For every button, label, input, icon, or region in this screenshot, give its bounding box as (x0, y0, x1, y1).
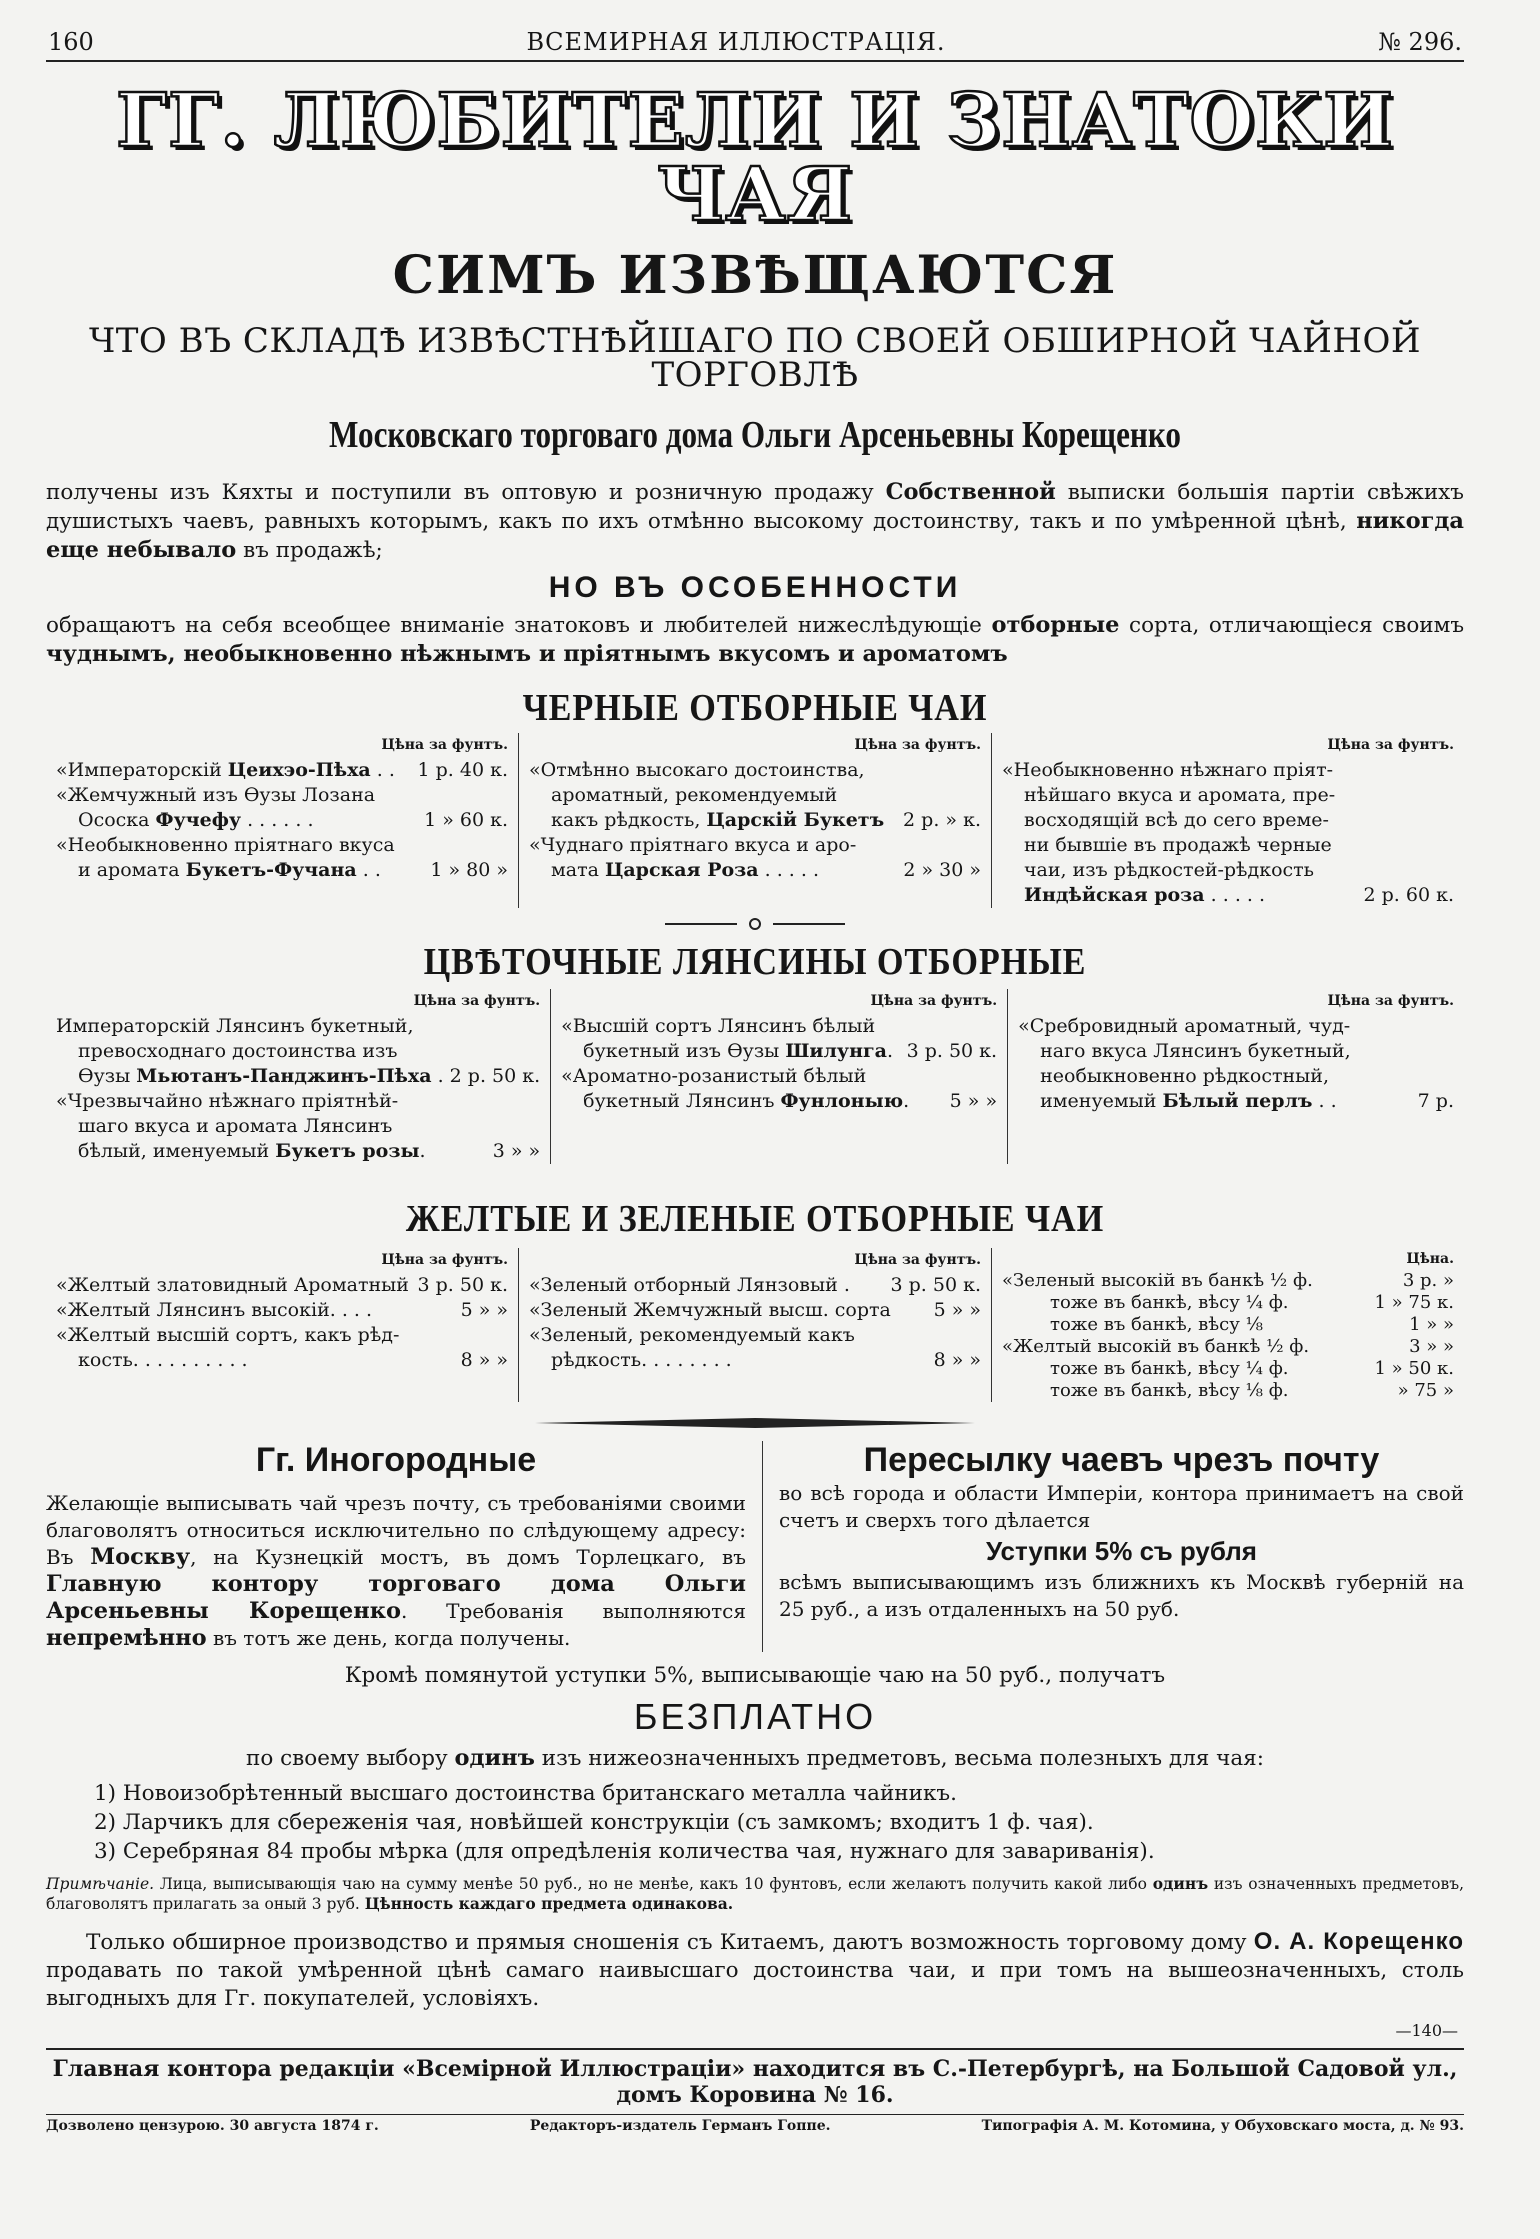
editorial-office-line: Главная контора редакціи «Всемірной Иллюстраціи» находится въ С.-Петербургѣ, на Большой Садовой ул., домъ Коровина № 16. (46, 2048, 1464, 2108)
list-item: «Желтый высокій въ банкѣ ½ ф. 3 » » (1002, 1336, 1454, 1357)
firm-name: Московскаго торговаго дома Ольги Арсеньевны Корещенко (328, 414, 1181, 456)
extra-offer: Кромѣ помянутой уступки 5%, выписывающіе чаю на 50 руб., получатъ (344, 1663, 1166, 1688)
list-item: 2) Ларчикъ для сбереженія чая, новѣйшей конструкціи (съ замкомъ; входитъ 1 ф. чая). (94, 1810, 1094, 1835)
list-item: рѣдкость. . . . . . . . 8 » » (551, 1349, 981, 1371)
price-column: Цѣна за фунтъ. «Сребровидный ароматный, чуд- наго вкуса Лянсинъ букетный, необыкновенно рѣдкостный, именуемый Бѣлый перлъ . . 7 р. (1007, 989, 1464, 1164)
list-item: 1) Новоизобрѣтенный высшаго достоинства британскаго металла чайникъ. (94, 1781, 957, 1806)
two-column-notices (46, 1441, 1464, 1652)
section-yellow-green-title: ЖЕЛТЫЕ И ЗЕЛЕНЫЕ ОТБОРНЫЕ ЧАИ (405, 1198, 1105, 1240)
list-item: «Императорскій Цеихэо-Пѣха . . 1 р. 40 к. (56, 759, 508, 781)
gift-list (46, 1779, 1464, 1866)
list-item: именуемый Бѣлый перлъ . . 7 р. (1040, 1090, 1455, 1112)
postal-delivery-title: Пересылку чаевъ чрезъ почту (863, 1441, 1380, 1479)
list-item: тоже въ банкѣ, вѣсу ⅛ 1 » » (1050, 1314, 1454, 1335)
ornament-divider (46, 1414, 1464, 1433)
list-item: тоже въ банкѣ, вѣсу ¼ ф. 1 » 50 к. (1050, 1358, 1454, 1379)
price-column: Цѣна за фунтъ. «Необыкновенно нѣжнаго пріят- нѣйшаго вкуса и аромата, пре- восходящій всѣ до сего време- ни бывшіе въ продажѣ черные чаи, изъ рѣдкостей-рѣдкость Индѣйская роза . . . . . 2 р. 60 к. (991, 733, 1464, 908)
footnote: Примѣчаніе. Лица, выписывающія чаю на сумму менѣе 50 руб., но не менѣе, какъ 10 фунтовъ, если желаютъ получить какой либо одинъ изъ означенныхъ предметовъ, благоволятъ прилагать за оный 3 руб. Цѣнность каждаго предмета одинакова. (46, 1874, 1464, 1913)
list-item: бѣлый, именуемый Букетъ розы. 3 » » (78, 1140, 541, 1162)
running-header (46, 28, 1464, 62)
ad-headline: ГГ. ЛЮБИТЕЛИ И ЗНАТОКИ ЧАЯ (115, 78, 1395, 238)
printer-note: Типографія А. М. Котомина, у Обуховскаго моста, д. № 93. (981, 2118, 1464, 2134)
list-item: тоже въ банкѣ, вѣсу ¼ ф. 1 » 75 к. (1050, 1292, 1454, 1313)
second-paragraph: обращаютъ на себя всеобщее вниманіе знатоковъ и любителей нижеслѣдующіе отборные сорта, отличающіеся своимъ чуднымъ, необыкновенно нѣжнымъ и пріятнымъ вкусомъ и ароматомъ (46, 612, 1464, 667)
discount-heading: Уступки 5% съ рубля (986, 1536, 1257, 1566)
lyansin-table (46, 989, 1464, 1164)
price-column: Цѣна за фунтъ. «Желтый златовидный Ароматный 3 р. 50 к. «Желтый Лянсинъ высокій. . . . 5 » » «Желтый высшій сортъ, какъ рѣд- кость. . . . . . . . . . 8 » » (56, 1252, 508, 1371)
price-column: Цѣна. «Зеленый высокій въ банкѣ ½ ф. 3 р. » тоже въ банкѣ, вѣсу ¼ ф. 1 » 75 к. тоже въ банкѣ, вѣсу ⅛ 1 » » «Желтый высокій въ банкѣ ½ ф. 3 » » тоже въ банкѣ, вѣсу ¼ ф. 1 » 50 к. тоже въ банкѣ, вѣсу ⅛ ф. » 75 » (991, 1248, 1464, 1402)
list-item: «Зеленый Жемчужный высш. сорта 5 » » (529, 1299, 981, 1321)
list-item: букетный изъ Ѳузы Шилунга. 3 р. 50 к. (583, 1040, 998, 1062)
ad-subheadline: СИМЪ ИЗВѢЩАЮТСЯ (392, 245, 1118, 306)
list-item: Ососка Фучефу . . . . . . 1 » 60 к. (78, 809, 508, 831)
list-item: «Желтый златовидный Ароматный 3 р. 50 к. (56, 1274, 508, 1296)
list-item: тоже въ банкѣ, вѣсу ⅛ ф. » 75 » (1050, 1380, 1454, 1401)
ornament-divider (46, 916, 1464, 935)
list-item: 3) Серебряная 84 пробы мѣрка (для опредѣленія количества чая, нужнаго для завариванія). (94, 1839, 1155, 1864)
choice-line: по своему выбору одинъ изъ нижеозначенныхъ предметовъ, весьма полезныхъ для чая: (246, 1745, 1264, 1771)
list-item: «Желтый Лянсинъ высокій. . . . 5 » » (56, 1299, 508, 1321)
censor-note: Дозволено цензурою. 30 августа 1874 г. (46, 2118, 379, 2134)
special-heading: НО ВЪ ОСОБЕННОСТИ (548, 571, 962, 604)
price-column: Цѣна за фунтъ. «Высшій сортъ Лянсинъ бѣлый букетный изъ Ѳузы Шилунга. 3 р. 50 к. «Ароматно-розанистый бѣлый букетный Лянсинъ Фунлоныю. 5 » » (550, 989, 1007, 1164)
price-column: Цѣна за фунтъ. «Отмѣнно высокаго достоинства, ароматный, рекомендуемый какъ рѣдкость, Царскій Букетъ 2 р. » к. «Чуднаго пріятнаго вкуса и аро- мата Царская Роза . . . . . 2 » 30 » (518, 733, 991, 908)
journal-title: ВСЕМИРНАЯ ИЛЛЮСТРАЦІЯ. (526, 28, 946, 56)
issue-number: № 296. (1378, 28, 1462, 56)
ad-line3: ЧТО ВЪ СКЛАДѢ ИЗВѢСТНѢЙШАГО ПО СВОЕЙ ОБШИРНОЙ ЧАЙНОЙ ТОРГОВЛѢ (88, 321, 1422, 395)
free-heading: БЕЗПЛАТНО (633, 1696, 877, 1737)
out-of-town-notice: Гг. Иногородные Желающіе выписывать чай чрезъ почту, съ требованіями своими благоволятъ относиться исключительно по слѣдующему адресу: Въ Москву, на Кузнецкій мостъ, въ домъ Торлецкаго, въ Главную контору торговаго дома Ольги Арсеньевны Корещенко. Требованія выполняются непремѣнно въ тотъ же день, когда получены. (46, 1441, 763, 1652)
out-of-town-title: Гг. Иногородные (255, 1441, 537, 1479)
price-column: Цѣна за фунтъ. «Императорскій Цеихэо-Пѣха . . 1 р. 40 к. «Жемчужный изъ Ѳузы Лозана Ососка Фучефу . . . . . . 1 » 60 к. «Необыкновенно пріятнаго вкуса и аромата Букетъ-Фучана . . 1 » 80 » (56, 737, 508, 881)
price-column: Цѣна за фунтъ. «Зеленый отборный Лянзовый . 3 р. 50 к. «Зеленый Жемчужный высш. сорта 5 » » «Зеленый, рекомендуемый какъ рѣдкость. . . . . . . . 8 » » (518, 1248, 991, 1402)
publisher-note: Редакторъ-издатель Германъ Гоппе. (529, 2118, 831, 2134)
list-item: букетный Лянсинъ Фунлоныю. 5 » » (583, 1090, 998, 1112)
price-column: Цѣна за фунтъ. Императорскій Лянсинъ букетный, превосходнаго достоинства изъ Ѳузы Мьютанъ-Панджинъ-Пѣха . 2 р. 50 к. «Чрезвычайно нѣжнаго пріятнѣй- шаго вкуса и аромата Лянсинъ бѣлый, именуемый Букетъ розы. 3 » » (56, 993, 541, 1162)
list-item: какъ рѣдкость, Царскій Букетъ 2 р. » к. (551, 809, 981, 831)
closing-paragraph: Только обширное производство и прямыя сношенія съ Китаемъ, даютъ возможность торговому дому О. А. Корещенко продавать по такой умѣренной цѣнѣ самаго наивысшаго достоинства чаи, и при томъ на вышеозначенныхъ, столь выгодныхъ для Гг. покупателей, условіяхъ. (46, 1928, 1465, 2011)
list-item: Ѳузы Мьютанъ-Панджинъ-Пѣха . 2 р. 50 к. (78, 1065, 541, 1087)
list-item: и аромата Букетъ-Фучана . . 1 » 80 » (78, 859, 508, 881)
list-item: мата Царская Роза . . . . . 2 » 30 » (551, 859, 981, 881)
list-item: «Зеленый отборный Лянзовый . 3 р. 50 к. (529, 1274, 981, 1296)
list-item: «Зеленый высокій въ банкѣ ½ ф. 3 р. » (1002, 1270, 1454, 1291)
intro-paragraph: получены изъ Кяхты и поступили въ оптовую и розничную продажу Собственной выписки большія партіи свѣжихъ душистыхъ чаевъ, равныхъ которымъ, какъ по ихъ отмѣнно высокому достоинству, такъ и по умѣренной цѣнѣ, никогда еще небывало въ продажѣ; (46, 479, 1464, 563)
page-number: 160 (48, 28, 94, 56)
yellow-green-table (46, 1248, 1464, 1402)
list-item: Индѣйская роза . . . . . 2 р. 60 к. (1024, 884, 1454, 906)
imprint-line (46, 2114, 1464, 2134)
black-teas-table (46, 733, 1464, 908)
newspaper-page (46, 28, 1464, 2134)
list-item: кость. . . . . . . . . . 8 » » (78, 1349, 508, 1371)
postal-delivery-notice: Пересылку чаевъ чрезъ почту во всѣ города и области Имперіи, контора принимаетъ на свой счетъ и сверхъ того дѣлается Уступки 5% съ рубля всѣмъ выписывающимъ изъ ближнихъ къ Москвѣ губерній на 25 руб., а изъ отдаленныхъ на 50 руб. (779, 1441, 1464, 1621)
ad-number: —140— (1395, 2021, 1458, 2040)
section-lyansin-title: ЦВѢТОЧНЫЕ ЛЯНСИНЫ ОТБОРНЫЕ (423, 941, 1087, 983)
section-black-teas-title: ЧЕРНЫЕ ОТБОРНЫЕ ЧАИ (522, 687, 988, 729)
